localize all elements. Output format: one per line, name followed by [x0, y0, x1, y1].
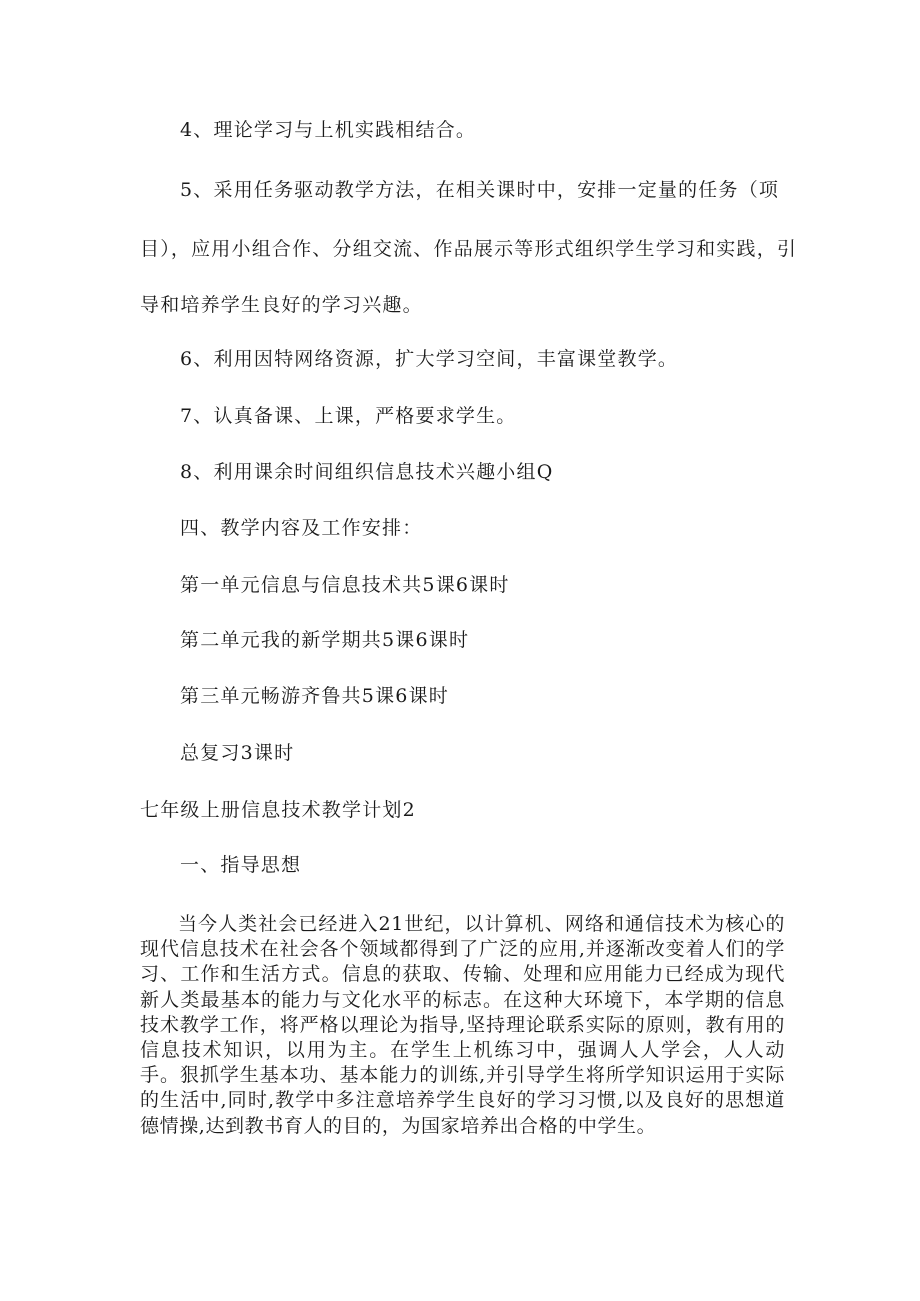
review-hours: 总复习3课时 — [180, 742, 295, 764]
unit-one: 第一单元信息与信息技术共5课6课时 — [180, 574, 510, 596]
unit-three: 第三单元畅游齐鲁共5课6课时 — [180, 685, 449, 707]
item-7: 7、认真备课、上课，严格要求学生。 — [180, 405, 517, 427]
item-5-line-1: 5、采用任务驱动教学方法，在相关课时中，安排一定量的任务（项 — [180, 179, 780, 201]
item-5-line-2: 目），应用小组合作、分组交流、作品展示等形式组织学生学习和实践，引 — [140, 238, 798, 260]
body-paragraph: 当今人类社会已经进入21世纪，以计算机、网络和通信技术为核心的现代信息技术在社会各个领域都得到了广泛的应用,并逐渐改变着人们的学习、工作和生活方式。信息的获取、传输、处理和应用能力已经成为现代新人类最基本的能力与文化水平的标志。在这种大环境下，本学期的信息技术教学工作，将严格以理论为指导,坚持理论联系实际的原则，教有用的信息技术知识，以用为主。在学生上机练习中，强调人人学会，人人动手。狠抓学生基本功、基本能力的训练,并引导学生将所学知识运用于实际的生活中,同时,教学中多注意培养学生良好的学习习惯,以及良好的思想道德情操,达到教书育人的目的，为国家培养出合格的中学生。 — [140, 913, 785, 1137]
item-4: 4、理论学习与上机实践相结合。 — [180, 119, 477, 141]
item-8: 8、利用课余时间组织信息技术兴趣小组Q — [180, 461, 554, 483]
item-5-line-3: 导和培养学生良好的学习兴趣。 — [140, 294, 423, 316]
section-heading-four: 四、教学内容及工作安排： — [180, 517, 423, 539]
item-6: 6、利用因特网络资源，扩大学习空间，丰富课堂教学。 — [180, 348, 679, 370]
subheading-guiding-ideology: 一、指导思想 — [180, 854, 302, 876]
section-title: 七年级上册信息技术教学计划2 — [140, 799, 416, 821]
unit-two: 第二单元我的新学期共5课6课时 — [180, 629, 470, 651]
